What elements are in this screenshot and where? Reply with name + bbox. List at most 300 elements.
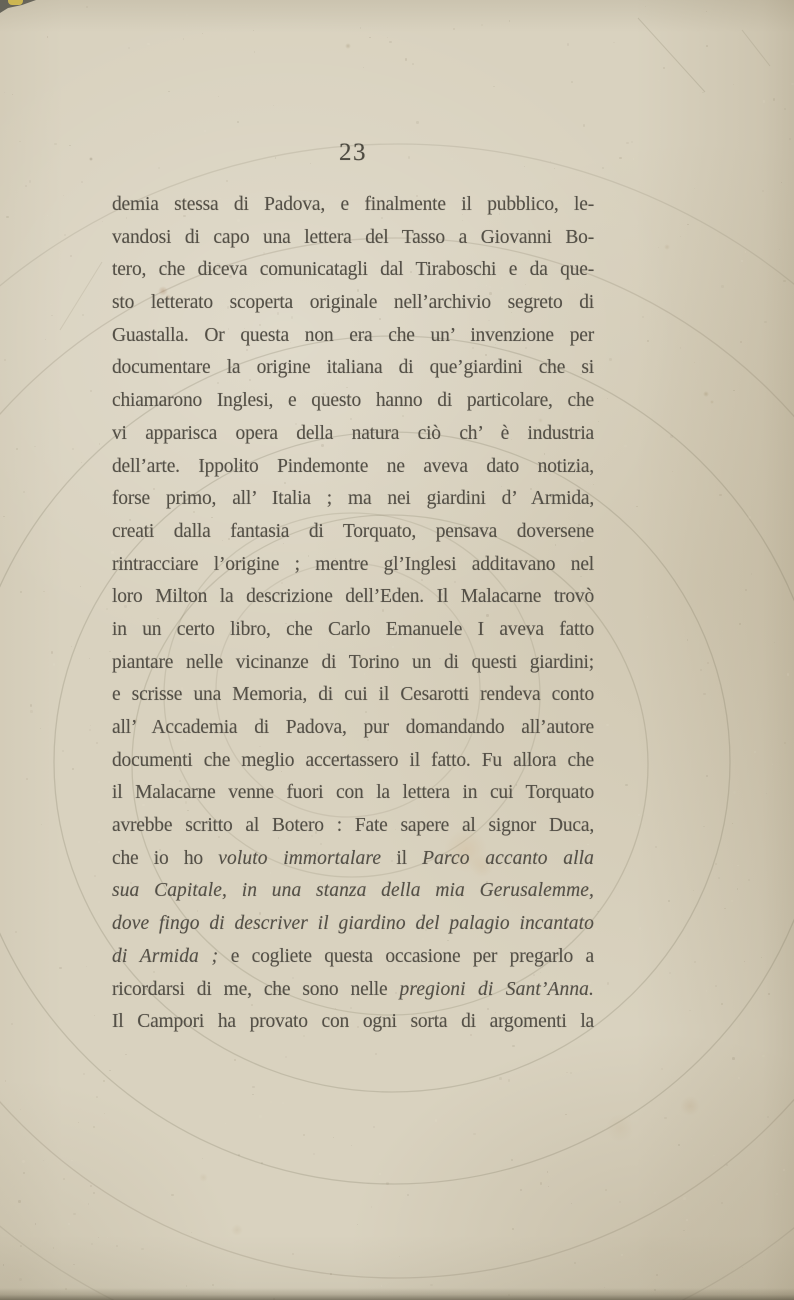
grain-speck <box>691 1138 693 1140</box>
grain-speck <box>604 1287 605 1288</box>
page-number: 23 <box>339 139 367 166</box>
grain-speck <box>4 92 5 93</box>
grain-speck <box>88 1203 90 1205</box>
grain-speck <box>707 662 709 664</box>
grain-speck <box>706 45 708 47</box>
grain-speck <box>694 961 696 963</box>
grain-speck <box>638 814 640 816</box>
grain-speck <box>351 1145 352 1146</box>
grain-speck <box>69 157 70 158</box>
grain-speck <box>686 1219 688 1221</box>
grain-speck <box>715 863 717 865</box>
grain-speck <box>613 42 614 43</box>
grain-speck <box>51 315 53 317</box>
grain-speck <box>639 927 641 929</box>
grain-speck <box>733 84 735 86</box>
grain-speck <box>30 704 32 706</box>
grain-speck <box>700 669 702 671</box>
grain-speck <box>45 339 47 341</box>
text-line: loro Milton la descrizione dell’Eden. Il Malacarne trovò <box>112 586 594 608</box>
grain-speck <box>739 890 740 891</box>
grain-speck <box>663 67 665 69</box>
grain-speck <box>202 33 203 34</box>
grain-speck <box>72 448 74 450</box>
text-line: forse primo, all’ Italia ; ma nei giardini d’ Armida, <box>112 488 594 510</box>
grain-speck <box>733 791 735 793</box>
grain-speck <box>430 1284 432 1286</box>
grain-speck <box>54 143 56 145</box>
grain-speck <box>106 608 108 610</box>
grain-speck <box>20 1245 22 1247</box>
grain-speck <box>565 1114 566 1115</box>
grain-speck <box>721 1003 723 1005</box>
grain-speck <box>109 651 111 653</box>
grain-speck <box>607 398 609 400</box>
text-line: documentare la origine italiana di que’giardini che si <box>112 357 594 379</box>
grain-speck <box>20 1109 21 1110</box>
grain-speck <box>774 642 775 643</box>
grain-speck <box>70 255 72 257</box>
grain-speck <box>371 1206 373 1208</box>
grain-speck <box>609 358 611 360</box>
grain-speck <box>65 1288 67 1290</box>
grain-speck <box>80 586 81 587</box>
grain-speck <box>43 591 45 593</box>
grain-speck <box>14 1234 15 1235</box>
grain-speck <box>16 448 18 450</box>
text-line: sua Capitale, in una stanza della mia Gerusalemme, <box>112 880 594 902</box>
grain-speck <box>225 38 227 40</box>
grain-speck <box>773 98 776 101</box>
grain-speck <box>549 1174 550 1175</box>
grain-speck <box>435 1119 437 1121</box>
grain-speck <box>399 1256 400 1257</box>
grain-speck <box>571 81 573 83</box>
grain-speck <box>754 751 756 753</box>
grain-speck <box>645 6 646 7</box>
grain-speck <box>702 92 703 93</box>
grain-speck <box>141 1248 143 1250</box>
grain-speck <box>687 639 689 641</box>
grain-speck <box>53 1247 54 1248</box>
grain-speck <box>226 180 228 182</box>
grain-speck <box>99 443 100 444</box>
grain-speck <box>69 145 71 147</box>
grain-speck <box>20 591 22 593</box>
text-line: rintracciare l’origine ; mentre gl’Inglesi additavano nel <box>112 553 594 575</box>
grain-speck <box>23 1172 25 1174</box>
grain-speck <box>745 251 747 253</box>
grain-speck <box>254 51 255 52</box>
grain-speck <box>98 1237 99 1238</box>
grain-speck <box>791 83 794 86</box>
grain-speck <box>186 1285 188 1287</box>
text-line: demia stessa di Padova, e finalmente il pubblico, le- <box>112 194 594 215</box>
grain-speck <box>767 1116 770 1119</box>
grain-speck <box>548 1186 549 1187</box>
grain-speck <box>63 1178 65 1180</box>
grain-speck <box>168 91 169 92</box>
grain-speck <box>30 710 33 713</box>
grain-speck <box>781 182 782 183</box>
grain-speck <box>689 1010 690 1011</box>
grain-speck <box>672 471 673 472</box>
grain-speck <box>784 742 786 744</box>
grain-speck <box>742 1267 743 1268</box>
grain-speck <box>186 14 188 16</box>
grain-speck <box>621 1254 623 1256</box>
grain-speck <box>360 27 362 29</box>
grain-speck <box>683 1197 686 1200</box>
grain-speck <box>104 1113 105 1114</box>
grain-speck <box>285 1056 287 1058</box>
grain-speck <box>15 931 17 933</box>
foxing-spot <box>664 244 670 250</box>
grain-speck <box>26 778 28 780</box>
grain-speck <box>171 1194 173 1196</box>
grain-speck <box>19 1278 21 1280</box>
grain-speck <box>509 20 511 22</box>
grain-speck <box>744 961 745 962</box>
grain-speck <box>706 990 707 991</box>
grain-speck <box>721 285 724 288</box>
foxing-spot <box>680 1096 700 1116</box>
grain-speck <box>597 911 598 912</box>
grain-speck <box>89 729 91 731</box>
grain-speck <box>453 28 455 30</box>
text-line: all’ Accademia di Padova, pur domandando all’autore <box>112 717 594 738</box>
grain-speck <box>583 124 586 127</box>
foxing-spot <box>231 1224 243 1236</box>
grain-speck <box>91 1243 93 1245</box>
grain-speck <box>90 1185 92 1187</box>
text-line: vi apparisca opera della natura ciò ch’ è industria <box>112 422 594 444</box>
text-line: ricordarsi di me, che sono nelle pregioni di Sant’Anna. <box>112 978 594 1000</box>
grain-speck <box>63 195 64 196</box>
grain-speck <box>680 236 681 237</box>
grain-speck <box>499 1077 502 1080</box>
grain-speck <box>493 86 494 87</box>
grain-speck <box>567 43 569 45</box>
grain-speck <box>574 1262 576 1264</box>
grain-speck <box>715 985 717 987</box>
grain-speck <box>25 185 27 187</box>
grain-speck <box>669 972 671 974</box>
grain-speck <box>684 215 686 217</box>
grain-speck <box>363 67 364 68</box>
grain-speck <box>512 1045 514 1047</box>
grain-speck <box>520 1189 523 1192</box>
grain-speck <box>779 249 781 251</box>
grain-speck <box>500 24 501 25</box>
grain-speck <box>751 573 753 575</box>
grain-speck <box>330 1273 332 1275</box>
scan-edge-mark-top-left <box>0 0 36 13</box>
grain-speck <box>745 589 747 591</box>
grain-speck <box>5 1080 7 1082</box>
grain-speck <box>303 1134 305 1136</box>
grain-speck <box>764 321 767 324</box>
grain-speck <box>737 865 738 866</box>
grain-speck <box>357 1224 358 1225</box>
grain-speck <box>789 138 791 140</box>
grain-speck <box>570 1072 572 1074</box>
grain-speck <box>787 673 790 676</box>
grain-speck <box>73 1264 75 1266</box>
grain-speck <box>733 390 735 392</box>
grain-speck <box>34 598 36 600</box>
grain-speck <box>204 130 206 132</box>
text-line: e scrisse una Memoria, di cui il Cesarotti rendeva conto <box>112 684 594 706</box>
grain-speck <box>96 742 98 744</box>
text-line: che io ho voluto immortalare il Parco accanto alla <box>112 847 594 869</box>
grain-speck <box>566 1072 568 1074</box>
grain-speck <box>694 188 695 189</box>
grain-speck <box>107 1237 108 1238</box>
grain-speck <box>703 693 705 695</box>
grain-speck <box>50 304 51 305</box>
grain-speck <box>147 43 149 45</box>
grain-speck <box>619 1201 622 1204</box>
grain-speck <box>654 1192 656 1194</box>
grain-speck <box>98 841 100 843</box>
grain-speck <box>625 784 627 786</box>
grain-speck <box>6 216 8 218</box>
grain-speck <box>654 1289 656 1291</box>
grain-speck <box>128 47 130 49</box>
grain-speck <box>103 1080 105 1082</box>
grain-speck <box>109 1070 110 1071</box>
grain-speck <box>740 341 742 343</box>
grain-speck <box>412 63 414 65</box>
grain-speck <box>71 1160 73 1162</box>
grain-speck <box>776 1193 778 1195</box>
text-line: tero, che diceva comunicatagli dal Tiraboschi e da que- <box>112 259 594 281</box>
grain-speck <box>59 967 61 969</box>
grain-speck <box>605 1189 607 1191</box>
text-line: avrebbe scritto al Botero : Fate sapere al signor Duca, <box>112 815 594 837</box>
grain-speck <box>11 1023 13 1025</box>
grain-speck <box>23 491 25 493</box>
grain-speck <box>762 190 764 192</box>
text-line: vandosi di capo una lettera del Tasso a Giovanni Bo- <box>112 226 594 248</box>
grain-speck <box>93 1192 95 1194</box>
grain-speck <box>661 549 663 551</box>
grain-speck <box>664 1117 667 1120</box>
grain-speck <box>731 900 733 902</box>
grain-speck <box>83 1073 85 1075</box>
grain-speck <box>554 168 555 169</box>
grain-speck <box>22 1160 24 1162</box>
text-line: il Malacarne venne fuori con la lettera in cui Torquato <box>112 782 594 804</box>
grain-speck <box>703 826 704 827</box>
grain-speck <box>40 728 41 729</box>
grain-speck <box>468 39 469 40</box>
grain-speck <box>218 96 219 97</box>
grain-speck <box>619 157 622 160</box>
grain-speck <box>748 879 749 880</box>
grain-speck <box>741 260 743 262</box>
text-line: sto letterato scoperta originale nell’archivio segreto di <box>112 292 594 314</box>
text-line: in un certo libro, che Carlo Emanuele I aveva fatto <box>112 618 594 640</box>
grain-speck <box>78 1122 79 1123</box>
grain-speck <box>29 180 32 183</box>
text-line: creati dalla fantasia di Torquato, pensava doversene <box>112 520 594 542</box>
grain-speck <box>202 1158 204 1160</box>
grain-speck <box>642 316 644 318</box>
grain-speck <box>766 793 767 794</box>
grain-speck <box>624 445 627 448</box>
scan-edge-yellow-speck <box>8 0 23 5</box>
grain-speck <box>680 347 681 348</box>
grain-speck <box>93 1126 95 1128</box>
scan-edge-shadow-bottom <box>0 1288 794 1300</box>
grain-speck <box>72 768 74 770</box>
grain-speck <box>102 221 103 222</box>
grain-speck <box>658 80 660 82</box>
grain-speck <box>724 908 725 909</box>
grain-speck <box>35 1223 36 1224</box>
grain-speck <box>763 100 765 102</box>
grain-speck <box>387 37 388 38</box>
grain-speck <box>713 1155 715 1157</box>
grain-speck <box>540 1182 542 1184</box>
grain-speck <box>81 462 82 463</box>
grain-speck <box>225 1123 227 1125</box>
grain-speck <box>64 234 66 236</box>
text-line: Guastalla. Or questa non era che un’ invenzione per <box>112 324 594 346</box>
grain-speck <box>96 1096 98 1098</box>
grain-speck <box>43 1160 44 1161</box>
grain-speck <box>783 280 785 282</box>
grain-speck <box>647 616 648 617</box>
grain-speck <box>678 1144 680 1146</box>
grain-speck <box>89 658 90 659</box>
grain-speck <box>81 181 83 183</box>
grain-speck <box>125 1050 126 1051</box>
text-line: documenti che meglio accertassero il fatto. Fu allora che <box>112 749 594 771</box>
grain-speck <box>595 928 597 930</box>
grain-speck <box>153 133 154 134</box>
grain-speck <box>253 30 254 31</box>
grain-speck <box>71 646 72 647</box>
grain-speck <box>658 247 659 248</box>
grain-speck <box>661 1068 662 1069</box>
grain-speck <box>177 1156 178 1157</box>
grain-speck <box>90 390 93 393</box>
grain-speck <box>761 957 762 958</box>
grain-speck <box>238 1154 240 1156</box>
grain-speck <box>721 1202 723 1204</box>
grain-speck <box>237 121 239 123</box>
grain-speck <box>82 314 84 316</box>
text-line: dell’arte. Ippolito Pindemonte ne aveva dato notizia, <box>112 455 594 477</box>
grain-speck <box>783 1169 785 1171</box>
text-line: dove fingo di descriver il giardino del palagio incantato <box>112 913 594 935</box>
grain-speck <box>508 1294 509 1295</box>
grain-speck <box>738 1077 740 1079</box>
grain-speck <box>90 725 91 726</box>
grain-speck <box>739 623 741 625</box>
grain-speck <box>18 1200 20 1202</box>
grain-speck <box>768 993 769 994</box>
grain-speck <box>273 105 274 106</box>
foxing-spot <box>199 1173 208 1182</box>
grain-speck <box>511 1159 513 1161</box>
grain-speck <box>116 1245 118 1247</box>
grain-speck <box>47 36 49 38</box>
grain-speck <box>670 435 673 438</box>
grain-speck <box>94 1015 95 1016</box>
grain-speck <box>481 24 483 26</box>
grain-speck <box>41 824 42 825</box>
grain-speck <box>547 1171 548 1172</box>
grain-speck <box>252 1086 254 1088</box>
grain-speck <box>656 1274 658 1276</box>
grain-speck <box>53 663 56 666</box>
grain-speck <box>633 158 635 160</box>
grain-speck <box>598 421 599 422</box>
grain-speck <box>12 94 13 95</box>
grain-speck <box>73 1213 75 1215</box>
grain-speck <box>602 167 604 169</box>
foxing-spot <box>606 1114 634 1142</box>
grain-speck <box>3 1264 4 1265</box>
grain-speck <box>694 362 695 363</box>
grain-speck <box>183 38 184 39</box>
grain-speck <box>706 11 707 12</box>
grain-speck <box>571 1203 572 1204</box>
grain-speck <box>631 141 633 143</box>
grain-speck <box>508 1079 511 1082</box>
grain-speck <box>748 516 751 519</box>
grain-speck <box>282 1102 284 1104</box>
grain-speck <box>252 1094 254 1096</box>
grain-speck <box>234 1059 236 1061</box>
grain-speck <box>407 1194 409 1196</box>
text-line: di Armida ; e cogliete questa occasione per pregarlo a <box>112 945 594 967</box>
grain-speck <box>607 982 610 985</box>
grain-speck <box>655 846 657 848</box>
grain-speck <box>473 1133 475 1135</box>
grain-speck <box>706 775 708 777</box>
grain-speck <box>94 875 96 877</box>
grain-speck <box>737 888 738 889</box>
grain-speck <box>381 1285 382 1286</box>
grain-speck <box>389 41 391 43</box>
grain-speck <box>62 750 64 752</box>
grain-speck <box>722 631 723 632</box>
grain-speck <box>125 1054 127 1056</box>
grain-speck <box>292 1253 294 1255</box>
grain-speck <box>405 58 408 61</box>
grain-speck <box>333 1137 334 1138</box>
foxing-spot <box>89 157 93 161</box>
grain-speck <box>647 340 649 342</box>
foxing-spot <box>710 400 714 404</box>
grain-speck <box>719 494 721 496</box>
grain-speck <box>259 1115 262 1118</box>
text-line: chiamarono Inglesi, e questo hanno di particolare, che <box>112 390 594 412</box>
grain-speck <box>636 506 638 508</box>
grain-speck <box>86 966 87 967</box>
grain-speck <box>726 1164 728 1166</box>
grain-speck <box>3 516 4 517</box>
grain-speck <box>86 6 88 8</box>
grain-speck <box>313 1153 315 1155</box>
grain-speck <box>373 1126 375 1128</box>
grain-speck <box>606 724 609 727</box>
